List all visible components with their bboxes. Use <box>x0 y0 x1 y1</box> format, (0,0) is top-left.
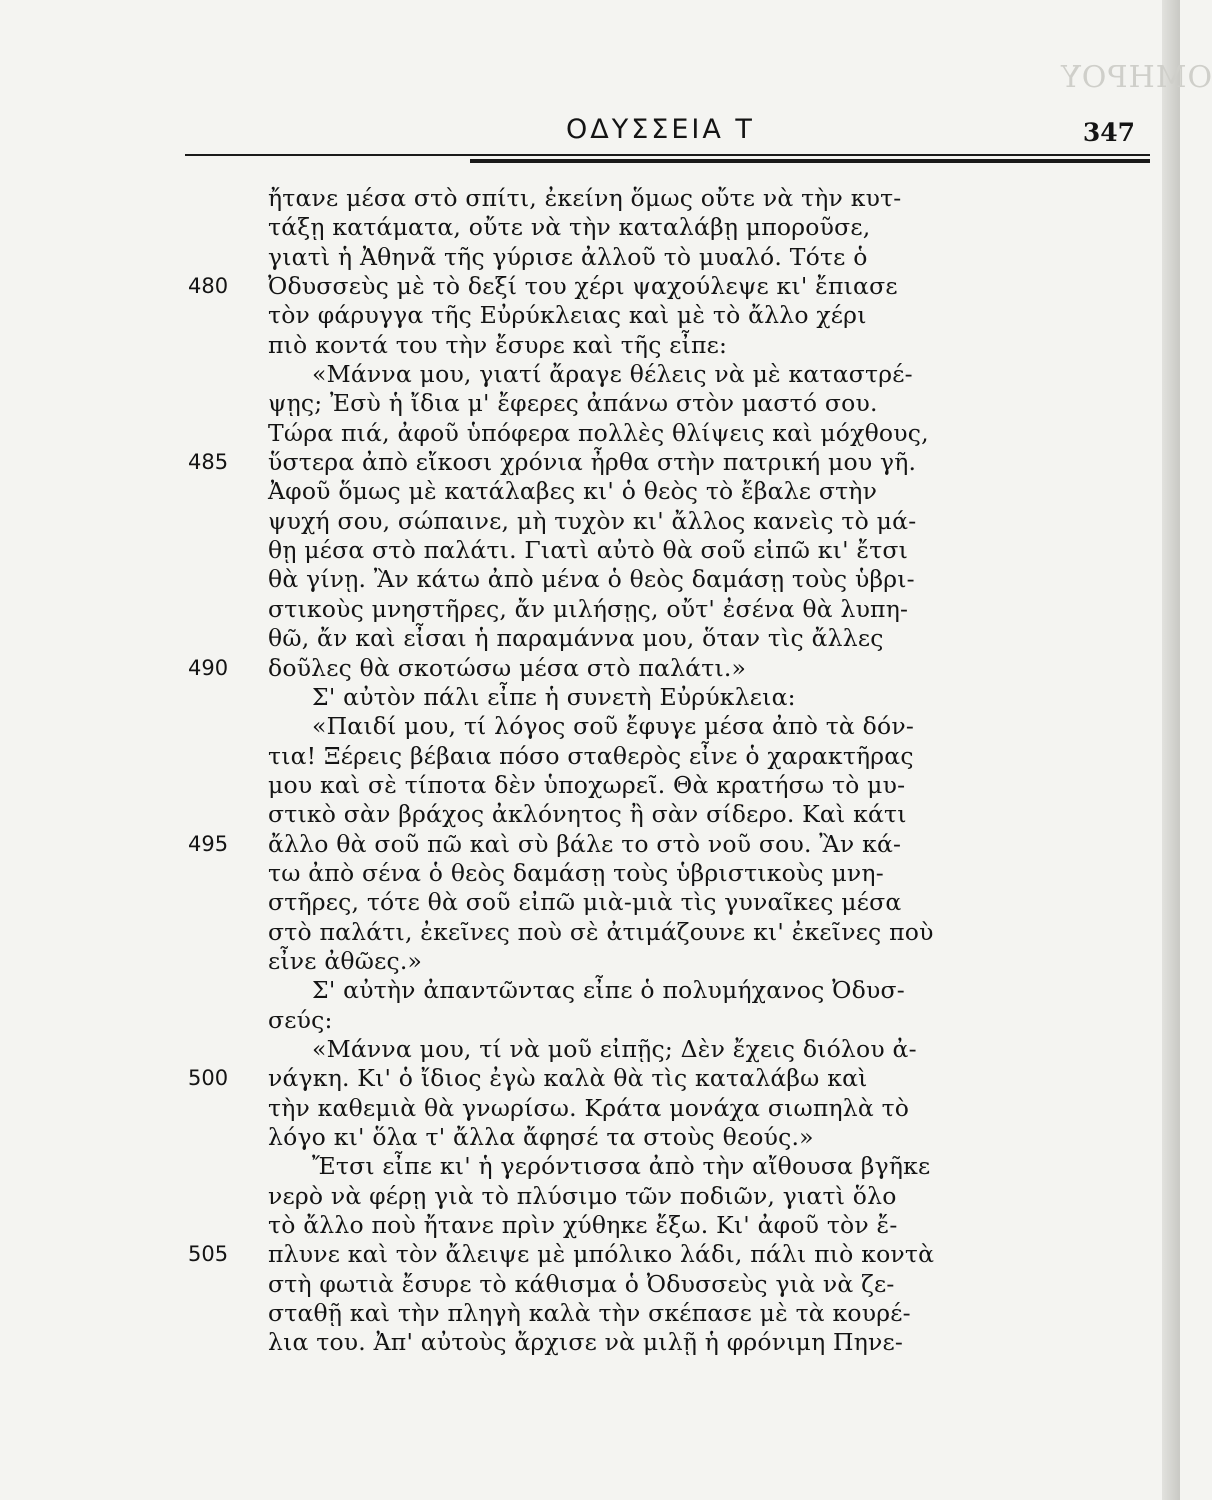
text-line <box>180 654 1160 683</box>
line-text: Σ' αὐτὴν ἀπαντῶντας εἶπε ὁ πολυμήχανος Ὀδυσ- <box>312 976 905 1005</box>
text-line <box>180 1035 1160 1064</box>
text-line <box>180 1094 1160 1123</box>
text-line <box>180 389 1160 418</box>
line-text: Τώρα πιά, ἀφοῦ ὑπόφερα πολλὲς θλίψεις καὶ μόχθους, <box>268 418 929 447</box>
text-line <box>180 1123 1160 1152</box>
line-text: πλυνε καὶ τὸν ἄλειψε μὲ μπόλικο λάδι, πάλι πιὸ κοντὰ <box>268 1240 935 1269</box>
line-text: θῶ, ἄν καὶ εἶσαι ἡ παραμάννα μου, ὅταν τὶς ἄλλες <box>268 624 884 653</box>
line-number: 490 <box>188 655 229 680</box>
line-text: «Μάννα μου, γιατί ἄραγε θέλεις νὰ μὲ καταστρέ- <box>312 360 913 389</box>
text-line <box>180 859 1160 888</box>
line-text: τὸ ἄλλο ποὺ ἤτανε πρὶν χύθηκε ἔξω. Κι' ἀφοῦ τὸν ἔ- <box>268 1211 898 1240</box>
line-text: ψῃς; Ἐσὺ ἡ ἴδια μ' ἔφερες ἀπάνω στὸν μαστό σου. <box>268 389 878 418</box>
line-text: θῃ μέσα στὸ παλάτι. Γιατὶ αὐτὸ θὰ σοῦ εἰπῶ κι' ἔτσι <box>268 536 909 565</box>
line-text: Ὀδυσσεὺς μὲ τὸ δεξί του χέρι ψαχούλεψε κι' ἔπιασε <box>268 272 898 301</box>
line-text: γιατὶ ἡ Ἀθηνᾶ τῆς γύρισε ἀλλοῦ τὸ μυαλό. Τότε ὁ <box>268 242 868 271</box>
text-line <box>180 1299 1160 1328</box>
line-text: λια του. Ἀπ' αὐτοὺς ἄρχισε νὰ μιλῇ ἡ φρόνιμη Πηνε- <box>268 1328 904 1357</box>
line-text: ψυχή σου, σώπαινε, μὴ τυχὸν κι' ἄλλος κανεὶς τὸ μά- <box>268 506 917 535</box>
line-text: δοῦλες θὰ σκοτώσω μέσα στὸ παλάτι.» <box>268 653 747 682</box>
text-line <box>180 1328 1160 1357</box>
text-line <box>180 830 1160 859</box>
line-text: Ἔτσι εἶπε κι' ἡ γερόντισσα ἀπὸ τὴν αἴθουσα βγῆκε <box>312 1152 931 1181</box>
line-text: εἶνε ἀθῶες.» <box>268 946 423 975</box>
text-line <box>180 888 1160 917</box>
text-line <box>180 448 1160 477</box>
line-number: 495 <box>188 831 229 856</box>
line-text: στῆρες, τότε θὰ σοῦ εἰπῶ μιὰ-μιὰ τὶς γυναῖκες μέσα <box>268 888 902 917</box>
line-text: στικὸ σὰν βράχος ἀκλόνητος ἢ σὰν σίδερο. Καὶ κάτι <box>268 800 907 829</box>
line-text: μου καὶ σὲ τίποτα δὲν ὑποχωρεῖ. Θὰ κρατήσω τὸ μυ- <box>268 770 906 799</box>
line-text: στὸ παλάτι, ἐκεῖνες ποὺ σὲ ἀτιμάζουνε κι' ἐκεῖνες ποὺ <box>268 917 934 946</box>
text-line <box>180 1064 1160 1093</box>
bleed-through-text: ΟΜΗΡΟΥ <box>1060 60 1212 95</box>
text-line <box>180 477 1160 506</box>
text-line <box>180 683 1160 712</box>
line-text: λόγο κι' ὅλα τ' ἄλλα ἄφησέ τα στοὺς θεούς.» <box>268 1123 814 1151</box>
text-line <box>180 213 1160 242</box>
text-line <box>180 243 1160 272</box>
page-number: 347 <box>1082 118 1135 147</box>
line-text: νάγκη. Κι' ὁ ἴδιος ἐγὼ καλὰ θὰ τὶς καταλάβω καὶ <box>268 1064 868 1093</box>
line-text: στὴ φωτιὰ ἔσυρε τὸ κάθισμα ὁ Ὀδυσσεὺς γιὰ νὰ ζε- <box>268 1269 895 1298</box>
line-text: «Παιδί μου, τί λόγος σοῦ ἔφυγε μέσα ἀπὸ τὰ δόν- <box>312 712 914 741</box>
line-text: θὰ γίνῃ. Ἂν κάτω ἀπὸ μένα ὁ θεὸς δαμάσῃ τοὺς ὑβρι- <box>268 565 915 594</box>
text-line <box>180 1240 1160 1269</box>
line-text: πιὸ κοντά του τὴν ἔσυρε καὶ τῆς εἶπε: <box>268 330 728 359</box>
text-line <box>180 1152 1160 1181</box>
text-line <box>180 184 1160 213</box>
page-edge <box>1162 0 1180 1500</box>
line-text: Σ' αὐτὸν πάλι εἶπε ἡ συνετὴ Εὐρύκλεια: <box>312 682 796 711</box>
text-line <box>180 536 1160 565</box>
line-number: 500 <box>188 1066 229 1091</box>
text-line <box>180 712 1160 741</box>
text-line <box>180 565 1160 594</box>
text-line <box>180 918 1160 947</box>
line-text: σεύς: <box>268 1005 333 1034</box>
body-text <box>180 184 1160 1358</box>
line-text: ὕστερα ἀπὸ εἴκοσι χρόνια ἦρθα στὴν πατρική μου γῆ. <box>268 448 917 477</box>
line-text: τὸν φάρυγγα τῆς Εὐρύκλειας καὶ μὲ τὸ ἄλλο χέρι <box>268 301 867 330</box>
line-text: νερὸ νὰ φέρῃ γιὰ τὸ πλύσιμο τῶν ποδιῶν, γιατὶ ὅλο <box>268 1181 897 1210</box>
line-text: τια! Ξέρεις βέβαια πόσο σταθερὸς εἶνε ὁ χαρακτῆρας <box>268 741 914 770</box>
line-number: 480 <box>188 274 229 299</box>
text-line <box>180 1211 1160 1240</box>
line-text: τὴν καθεμιὰ θὰ γνωρίσω. Κράτα μονάχα σιωπηλὰ τὸ <box>268 1093 910 1122</box>
line-text: Ἀφοῦ ὅμως μὲ κατάλαβες κι' ὁ θεὸς τὸ ἔβαλε στὴν <box>268 477 878 506</box>
line-text: ἤτανε μέσα στὸ σπίτι, ἐκείνη ὅμως οὔτε νὰ τὴν κυτ- <box>268 184 902 212</box>
text-line <box>180 976 1160 1005</box>
header-rule <box>185 154 1150 156</box>
text-line <box>180 1270 1160 1299</box>
text-line <box>180 800 1160 829</box>
line-number: 485 <box>188 450 229 475</box>
header-rule-thick <box>470 159 1150 163</box>
page-header <box>180 110 1145 160</box>
running-title: ΟΔΥΣΣΕΙΑ Τ <box>566 114 755 145</box>
line-text: σταθῇ καὶ τὴν πληγὴ καλὰ τὴν σκέπασε μὲ τὰ κουρέ- <box>268 1299 911 1328</box>
text-line <box>180 1006 1160 1035</box>
text-line <box>180 507 1160 536</box>
text-line <box>180 331 1160 360</box>
line-text: ἄλλο θὰ σοῦ πῶ καὶ σὺ βάλε το στὸ νοῦ σου. Ἂν κά- <box>268 829 902 858</box>
text-line <box>180 595 1160 624</box>
line-text: τω ἀπὸ σένα ὁ θεὸς δαμάσῃ τοὺς ὑβριστικοὺς μνη- <box>268 858 884 887</box>
text-line <box>180 301 1160 330</box>
text-line <box>180 419 1160 448</box>
text-line <box>180 771 1160 800</box>
text-line <box>180 624 1160 653</box>
text-line <box>180 272 1160 301</box>
line-text: τάξῃ κατάματα, οὔτε νὰ τὴν καταλάβῃ μποροῦσε, <box>268 213 871 242</box>
line-number: 505 <box>188 1242 229 1267</box>
text-line <box>180 947 1160 976</box>
text-line <box>180 742 1160 771</box>
text-line <box>180 1182 1160 1211</box>
text-line <box>180 360 1160 389</box>
line-text: στικοὺς μνηστῆρες, ἄν μιλήσῃς, οὔτ' ἐσένα θὰ λυπη- <box>268 594 909 623</box>
line-text: «Μάννα μου, τί νὰ μοῦ εἰπῇς; Δὲν ἔχεις διόλου ἀ- <box>312 1034 917 1063</box>
